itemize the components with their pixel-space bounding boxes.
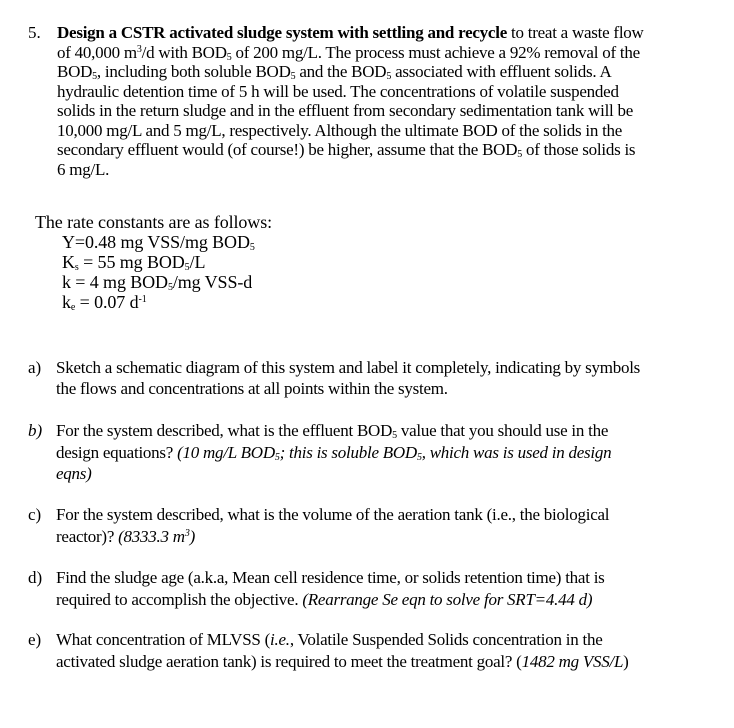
text-run: reactor)? bbox=[56, 526, 119, 546]
text-run: (Rearrange Se eqn to solve for SRT=4.44 d) bbox=[302, 589, 593, 609]
text-run: 5 bbox=[392, 430, 397, 441]
text-run: ) bbox=[189, 526, 196, 546]
text-run: 5 bbox=[274, 451, 280, 463]
rate-constant-line bbox=[62, 232, 255, 252]
text-run: design equations? bbox=[56, 442, 178, 462]
text-run: /L bbox=[189, 252, 206, 272]
question-text-line bbox=[56, 590, 592, 610]
text-run: ; this is soluble BOD bbox=[279, 442, 417, 462]
text-run: BOD bbox=[57, 62, 93, 81]
text-run: /mg VSS-d bbox=[172, 272, 253, 292]
text-run: to treat a waste flow bbox=[507, 23, 644, 42]
problem-text-line bbox=[57, 160, 109, 180]
text-run: 3 bbox=[136, 43, 142, 55]
text-run: For the system described, what is the volume of the aeration tank (i.e., the biological bbox=[56, 505, 610, 524]
text-run: activated sludge aeration tank) is required to meet the treatment goal? ( bbox=[56, 651, 522, 671]
text-run: the flows and concentrations at all points within the system. bbox=[56, 378, 448, 398]
question-label: d) bbox=[28, 568, 43, 587]
text-run: solids in the return sludge and in the effluent from secondary sedimentation tank will be bbox=[57, 101, 634, 120]
text-run: , Volatile Suspended Solids concentration in the bbox=[289, 630, 603, 649]
question-text-line bbox=[56, 652, 629, 672]
question-text-line bbox=[56, 443, 611, 463]
question-label: b) bbox=[28, 421, 43, 440]
text-run: ) bbox=[623, 651, 629, 671]
text-run: , which was is used in design bbox=[421, 442, 612, 462]
text-run: -1 bbox=[138, 294, 147, 305]
text-run: (8333.3 m bbox=[118, 526, 185, 546]
text-run: For the system described, what is the effluent BOD bbox=[56, 421, 393, 440]
problem-text-line bbox=[57, 82, 619, 102]
text-run: of 40,000 m bbox=[57, 42, 137, 62]
text-run: 6 mg/L. bbox=[57, 159, 110, 179]
rate-constant-line bbox=[62, 252, 205, 272]
text-run: 3 bbox=[184, 527, 190, 539]
text-run: Sketch a schematic diagram of this system and label it completely, indicating by symbols bbox=[56, 358, 641, 377]
text-run: 5 bbox=[92, 71, 97, 82]
text-run: s bbox=[74, 262, 79, 273]
text-run: What concentration of MLVSS ( bbox=[56, 630, 271, 649]
question-label: a) bbox=[28, 358, 42, 377]
text-run: 10,000 mg/L and 5 mg/L, respectively. Although the ultimate BOD of the solids in the bbox=[57, 120, 623, 140]
problem-text-line bbox=[57, 23, 644, 43]
text-run: associated with effluent solids. A bbox=[391, 62, 612, 81]
text-run: 5 bbox=[416, 451, 422, 463]
text-run: value that you should use in the bbox=[396, 421, 609, 440]
problem-text-line bbox=[57, 140, 635, 160]
text-run: 5 bbox=[386, 71, 392, 82]
text-run: hydraulic detention time of 5 h will be used. The concentrations of volatile suspended bbox=[57, 81, 619, 101]
text-run: 5 bbox=[184, 262, 190, 273]
problem-text-line bbox=[57, 121, 622, 141]
question-text-line bbox=[56, 379, 448, 399]
rate-constant-line bbox=[62, 292, 147, 312]
question-text-line bbox=[56, 464, 92, 484]
problem-text-line bbox=[57, 62, 611, 82]
text-run: of 200 mg/L. The process must achieve a 92% removal of the bbox=[231, 42, 640, 62]
text-run: 5 bbox=[517, 149, 522, 160]
question-text-line bbox=[56, 568, 605, 588]
rate-constant-line bbox=[62, 272, 252, 292]
question-text-line bbox=[56, 358, 640, 378]
question-label: e) bbox=[28, 630, 42, 649]
question-label: c) bbox=[28, 505, 42, 524]
text-run: Y=0.48 mg VSS/mg BOD bbox=[62, 232, 250, 252]
text-run: 5 bbox=[290, 71, 296, 82]
text-run: (10 mg/L BOD bbox=[177, 442, 275, 462]
text-run: k bbox=[62, 292, 71, 312]
text-run: secondary effluent would (of course!) be higher, assume that the BOD bbox=[57, 140, 518, 159]
text-run: 5 bbox=[249, 242, 255, 253]
text-run: = 0.07 d bbox=[75, 292, 139, 312]
problem-text-line bbox=[57, 101, 633, 121]
text-run: Design a CSTR activated sludge system with settling and recycle bbox=[57, 23, 507, 42]
text-run: required to accomplish the objective. bbox=[56, 589, 303, 609]
question-text-line bbox=[56, 421, 608, 441]
rate-constants-intro: The rate constants are as follows: bbox=[35, 212, 273, 232]
text-run: k = 4 mg BOD bbox=[62, 272, 168, 292]
question-text-line bbox=[56, 527, 195, 547]
text-run: 5 bbox=[226, 51, 232, 63]
text-run: K bbox=[62, 252, 75, 272]
question-text-line bbox=[56, 505, 609, 525]
text-run: of those solids is bbox=[521, 140, 636, 159]
question-text-line bbox=[56, 630, 603, 650]
text-run: = 55 mg BOD bbox=[78, 252, 185, 272]
text-run: /d with BOD bbox=[141, 42, 227, 62]
text-run: 5 bbox=[167, 282, 173, 293]
text-run: 1482 mg VSS/L bbox=[521, 651, 624, 671]
text-run: , including both soluble BOD bbox=[96, 62, 291, 81]
problem-number: 5. bbox=[28, 23, 41, 42]
text-run: and the BOD bbox=[295, 62, 387, 81]
text-run: e bbox=[70, 302, 76, 313]
problem-text-line bbox=[57, 43, 640, 63]
text-run: Find the sludge age (a.k.a, Mean cell residence time, or solids retention time) that is bbox=[56, 568, 605, 587]
text-run: i.e. bbox=[270, 630, 290, 649]
text-run: eqns) bbox=[56, 464, 92, 483]
